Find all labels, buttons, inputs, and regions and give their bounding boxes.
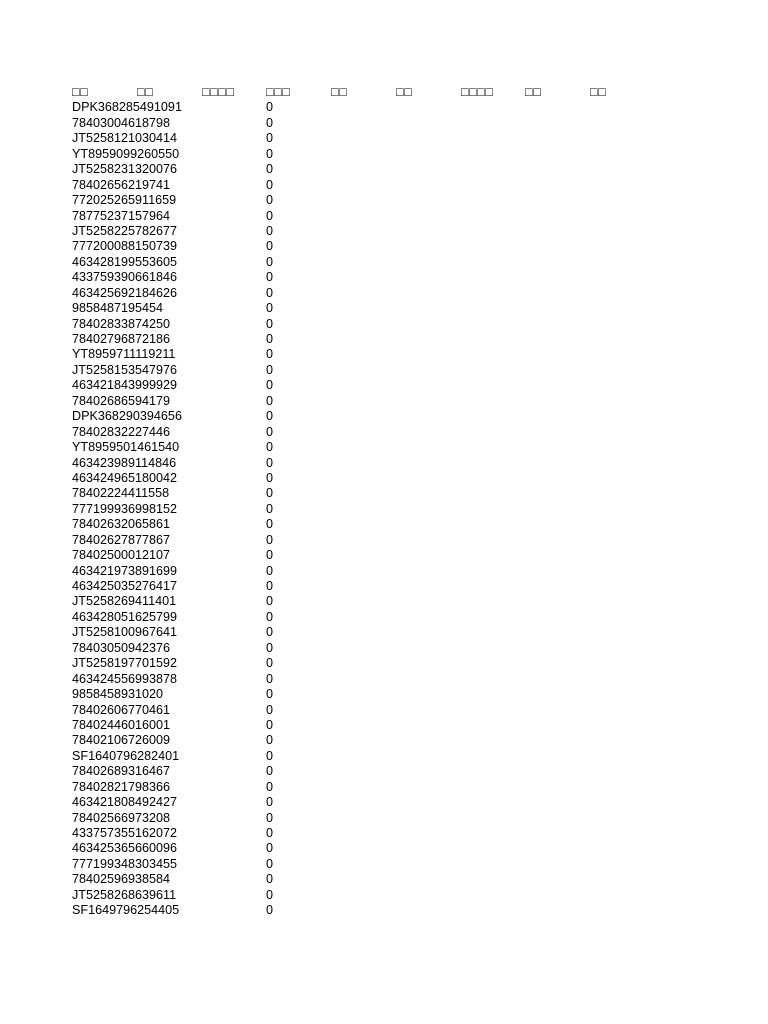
column-header: □□□□ [461,85,494,99]
table-row [72,579,650,594]
value-cell: 0 [266,702,274,717]
value-cell: 0 [266,594,274,609]
data-rows [72,100,650,918]
table-row [72,548,650,563]
tracking-number-cell: 463421843999929 [72,378,178,393]
value-cell: 0 [266,270,274,285]
value-cell: 0 [266,162,274,177]
tracking-number-cell: 78402106726009 [72,733,171,748]
table-row [72,795,650,810]
value-cell: 0 [266,470,274,485]
table-row [72,286,650,301]
tracking-number-cell: 78402627877867 [72,532,171,547]
tracking-number-cell: 463424556993878 [72,671,178,686]
tracking-number-cell: JT5258225782677 [72,223,178,238]
tracking-number-cell: 777199348303455 [72,856,178,871]
tracking-number-cell: SF1649796254405 [72,903,180,918]
value-cell: 0 [266,640,274,655]
table-row [72,347,650,362]
value-cell: 0 [266,810,274,825]
table-row [72,363,650,378]
tracking-number-cell: 78402224411558 [72,486,170,501]
table-row [72,239,650,254]
tracking-number-cell: 463425035276417 [72,579,178,593]
tracking-number-cell: YT8959711119211 [72,347,176,362]
value-cell: 0 [266,100,274,115]
table-row [72,440,650,455]
tracking-number-cell: 78403050942376 [72,640,171,655]
value-cell: 0 [266,687,274,702]
value-cell: 0 [266,887,274,902]
table-row [72,409,650,424]
tracking-number-cell: 78402686594179 [72,393,171,408]
value-cell: 0 [266,872,274,887]
column-header: □□□ [266,85,291,99]
tracking-number-cell: 463421973891699 [72,563,178,578]
table-row [72,301,650,316]
tracking-number-cell: 78402833874250 [72,316,171,331]
value-cell: 0 [266,115,274,130]
value-cell: 0 [266,362,274,377]
spreadsheet [72,85,650,919]
table-row [72,564,650,579]
tracking-number-cell: JT5258269411401 [72,594,177,609]
value-cell: 0 [266,826,274,840]
table-row [72,162,650,177]
table-row [72,425,650,440]
table-row [72,270,650,285]
value-cell: 0 [266,146,274,161]
value-cell: 0 [266,579,274,593]
value-cell: 0 [266,316,274,331]
table-row [72,749,650,764]
tracking-number-cell: 78402446016001 [72,717,171,732]
tracking-number-cell: JT5258197701592 [72,656,178,671]
table-row [72,332,650,347]
tracking-number-cell: 463423989114846 [72,455,177,470]
column-header: □□ [396,85,413,99]
column-header: □□ [590,85,607,99]
value-cell: 0 [266,748,274,763]
table-row [72,502,650,517]
table-row [72,255,650,270]
header-row [72,85,650,100]
value-cell: 0 [266,409,274,424]
table-row [72,224,650,239]
table-row [72,317,650,332]
table-row [72,131,650,146]
tracking-number-cell: 463425692184626 [72,285,178,300]
table-row [72,625,650,640]
value-cell: 0 [266,779,274,794]
table-row [72,193,650,208]
tracking-number-cell: 772025265911659 [72,193,177,208]
table-row [72,811,650,826]
value-cell: 0 [266,548,274,563]
value-cell: 0 [266,347,274,362]
value-cell: 0 [266,764,274,779]
table-row [72,872,650,887]
tracking-number-cell: 433757355162072 [72,826,178,840]
value-cell: 0 [266,717,274,732]
value-cell: 0 [266,656,274,671]
value-cell: 0 [266,254,274,269]
tracking-number-cell: 78402566973208 [72,810,171,825]
tracking-number-cell: JT5258153547976 [72,362,178,377]
tracking-number-cell: 78402596938584 [72,872,171,887]
table-row [72,517,650,532]
value-cell: 0 [266,903,274,918]
tracking-number-cell: DPK368290394656 [72,409,182,424]
value-cell: 0 [266,239,274,254]
table-row [72,764,650,779]
value-cell: 0 [266,223,274,238]
column-header: □□ [72,85,89,99]
value-cell: 0 [266,563,274,578]
tracking-number-cell: SF1640796282401 [72,748,180,763]
table-row [72,826,650,841]
table-row [72,100,650,115]
tracking-number-cell: JT5258100967641 [72,625,178,640]
column-header: □□□□ [202,85,235,99]
tracking-number-cell: 78402632065861 [72,517,171,532]
table-row [72,378,650,393]
tracking-number-cell: 78402796872186 [72,332,171,346]
value-cell: 0 [266,424,274,439]
tracking-number-cell: 78402500012107 [72,548,171,563]
value-cell: 0 [266,486,274,501]
value-cell: 0 [266,609,274,624]
value-cell: 0 [266,440,274,455]
tracking-number-cell: 463428051625799 [72,609,178,624]
table-row [72,718,650,733]
table-row [72,594,650,609]
tracking-number-cell: 78403004618798 [72,115,171,130]
table-row [72,486,650,501]
tracking-number-cell: 78402832227446 [72,424,171,439]
tracking-number-cell: 78402606770461 [72,702,171,717]
table-row [72,610,650,625]
table-row [72,178,650,193]
tracking-number-cell: 777199936998152 [72,501,178,516]
value-cell: 0 [266,625,274,640]
tracking-number-cell: YT8959099260550 [72,146,180,161]
value-cell: 0 [266,131,274,146]
table-row [72,116,650,131]
table-row [72,733,650,748]
table-row [72,533,650,548]
value-cell: 0 [266,733,274,748]
value-cell: 0 [266,393,274,408]
tracking-number-cell: JT5258268639611 [72,887,177,902]
tracking-number-cell: 78775237157964 [72,208,171,223]
table-row [72,147,650,162]
table-row [72,641,650,656]
tracking-number-cell: 9858458931020 [72,687,164,702]
table-row [72,903,650,918]
tracking-number-cell: 78402689316467 [72,764,171,779]
table-row [72,394,650,409]
table-row [72,672,650,687]
tracking-number-cell: DPK368285491091 [72,100,182,115]
tracking-number-cell: 9858487195454 [72,301,164,316]
tracking-number-cell: YT8959501461540 [72,440,180,455]
value-cell: 0 [266,856,274,871]
value-cell: 0 [266,177,274,192]
value-cell: 0 [266,517,274,532]
column-header: □□ [137,85,154,99]
value-cell: 0 [266,455,274,470]
value-cell: 0 [266,841,274,856]
table-row [72,656,650,671]
table-row [72,687,650,702]
table-row [72,780,650,795]
tracking-number-cell: 463424965180042 [72,470,178,485]
table-row [72,703,650,718]
column-header: □□ [525,85,542,99]
column-header: □□ [331,85,348,99]
value-cell: 0 [266,193,274,208]
value-cell: 0 [266,795,274,810]
value-cell: 0 [266,208,274,223]
value-cell: 0 [266,532,274,547]
table-row [72,888,650,903]
tracking-number-cell: JT5258121030414 [72,131,178,146]
table-row [72,209,650,224]
value-cell: 0 [266,285,274,300]
value-cell: 0 [266,671,274,686]
value-cell: 0 [266,501,274,516]
tracking-number-cell: 463428199553605 [72,254,178,269]
tracking-number-cell: 78402656219741 [72,177,171,192]
tracking-number-cell: 78402821798366 [72,779,171,794]
table-row [72,857,650,872]
table-row [72,456,650,471]
value-cell: 0 [266,332,274,346]
tracking-number-cell: 463425365660096 [72,841,178,856]
table-row [72,841,650,856]
value-cell: 0 [266,301,274,316]
tracking-number-cell: 433759390661846 [72,270,178,285]
tracking-number-cell: 777200088150739 [72,239,178,254]
tracking-number-cell: JT5258231320076 [72,162,178,177]
tracking-number-cell: 463421808492427 [72,795,178,810]
value-cell: 0 [266,378,274,393]
table-row [72,471,650,486]
